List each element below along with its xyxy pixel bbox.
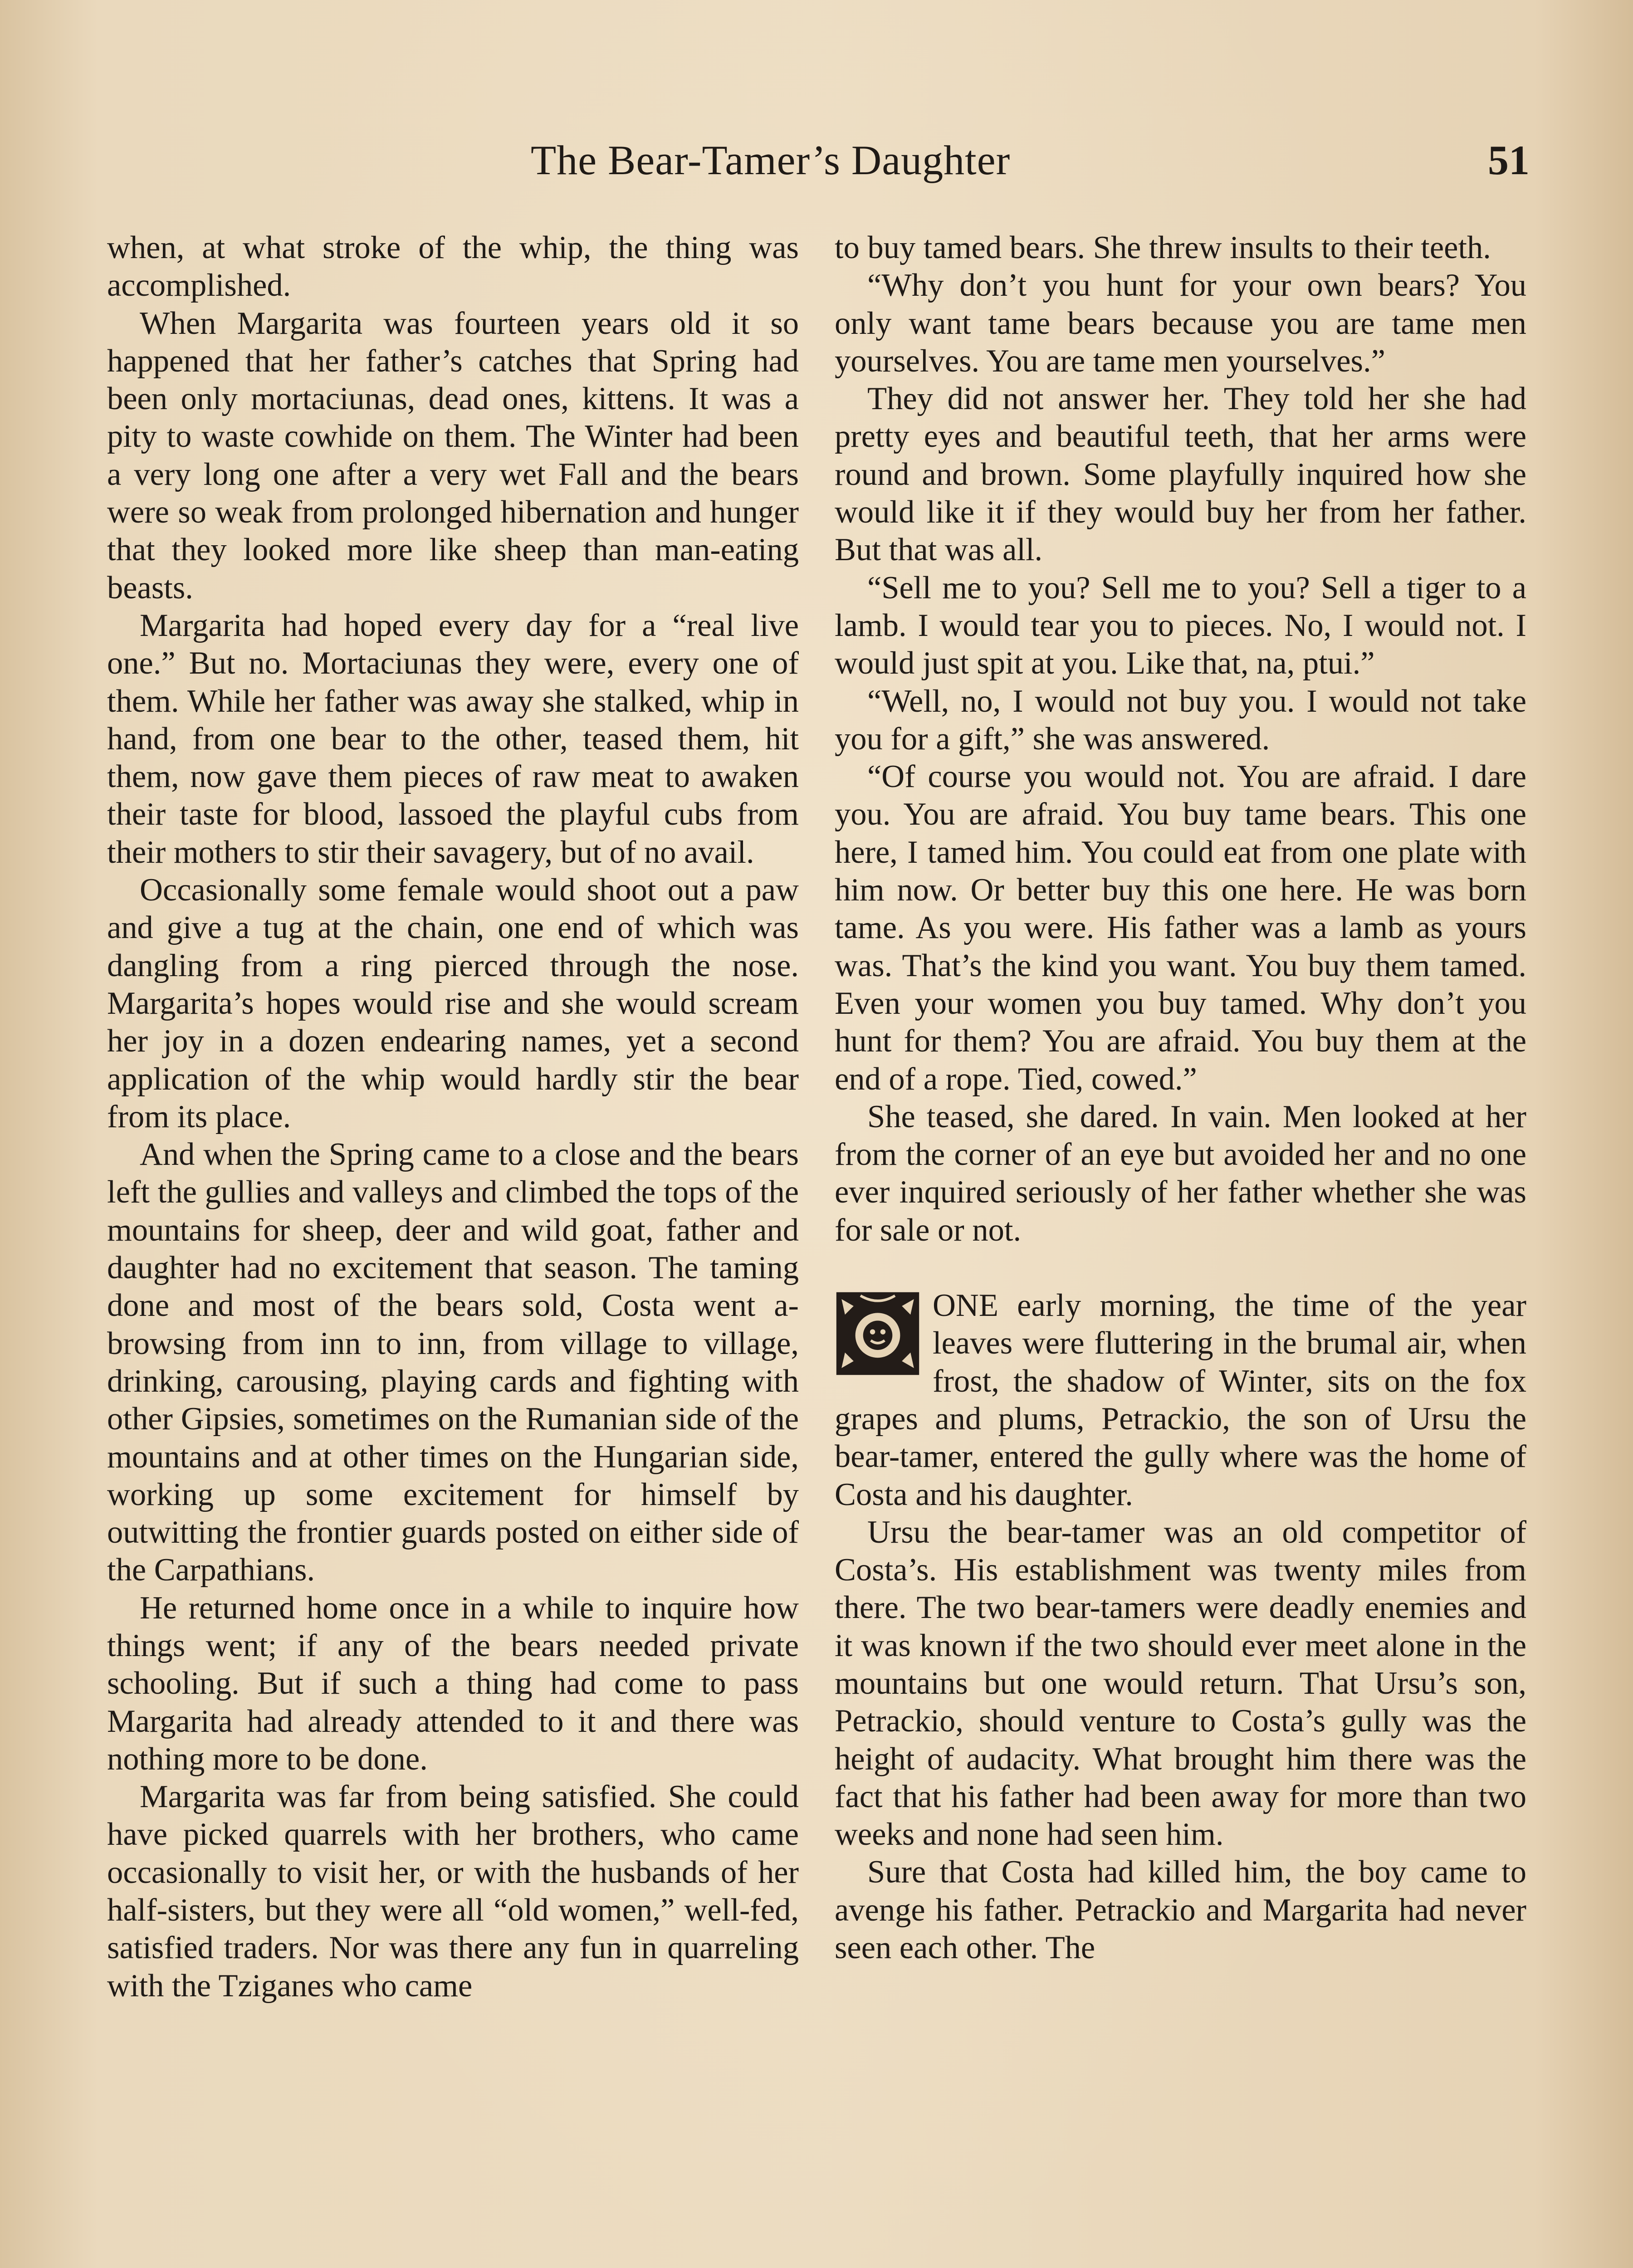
section-opening	[835, 1287, 1526, 1514]
paragraph: When Margarita was fourteen years old it so happened that her father’s catches that Spring had been only mortaciunas, dead ones, kittens. It was a pity to waste cowhide on them. The Winter had been a very long one after a very wet Fall and the bears were so weak from prolonged hibernation and hunger that they looked more like sheep than man-eating beasts.	[107, 305, 799, 606]
paragraph: He returned home once in a while to inquire how things went; if any of the bears needed private schooling. But if such a thing had come to pass Margarita had already attended to it and there was nothing more to be done.	[107, 1590, 799, 1777]
page-header	[0, 136, 1633, 200]
paragraph: Margarita was far from being satisfied. She could have picked quarrels with her brothers, who came occasionally to visit her, or with the husbands of her half-sisters, but they were all “old women,” well-fed, satisfied traders. Nor was there any fun in quarreling with the Tziganes who came	[107, 1779, 799, 2004]
paragraph: And when the Spring came to a close and the bears left the gullies and valleys and climbed the tops of the mountains for sheep, deer and wild goat, father and daughter had no excitement that season. The taming done and most of the bears sold, Costa went a-browsing from inn to inn, from village to village, drinking, carousing, playing cards and fighting with other Gipsies, sometimes on the Rumanian side of the mountains and at other times on the Hungarian side, working up some excitement for himself by outwitting the frontier guards posted on either side of the Carpathians.	[107, 1137, 799, 1588]
left-column	[107, 229, 799, 2005]
paragraph: Ursu the bear-tamer was an old competitor of Costa’s. His establishment was twenty miles from there. The two bear-tamers were deadly enemies and it was known if the two should ever meet alone in the mountains but one would return. That Ursu’s son, Petrackio, should venture to Costa’s gully was the height of audacity. What brought him there was the fact that his father had been away for more than two weeks and none had seen him.	[835, 1514, 1526, 1853]
ornamental-dropcap-icon	[835, 1290, 921, 1377]
paragraph: Occasionally some female would shoot out a paw and give a tug at the chain, one end of which was dangling from a ring pierced through the nose. Margarita’s hopes would rise and she would scream her joy in a dozen endearing names, yet a second application of the whip would hardly stir the bear from its place.	[107, 872, 799, 1134]
paragraph: “Well, no, I would not buy you. I would not take you for a gift,” she was answered.	[835, 683, 1526, 757]
running-title: The Bear-Tamer’s Daughter	[531, 137, 1011, 183]
paragraph: “Sell me to you? Sell me to you? Sell a tiger to a lamb. I would tear you to pieces. No, I would not. I would just spit at you. Like that, na, ptui.”	[835, 570, 1526, 681]
paragraph: Margarita had hoped every day for a “real live one.” But no. Mortaciunas they were, every one of them. While her father was away she stalked, whip in hand, from one bear to the other, teased them, hit them, now gave them pieces of raw meat to awaken their taste for blood, lassoed the playful cubs from their mothers to stir their savagery, but of no avail.	[107, 607, 799, 870]
paragraph: to buy tamed bears. She threw insults to their teeth.	[835, 230, 1491, 265]
paragraph: “Of course you would not. You are afraid. I dare you. You are afraid. You buy tame bears. This one here, I tamed him. You could eat from one plate with him now. Or better buy this one here. He was born tame. As you were. His father was a lamb as yours was. That’s the kind you want. You buy them tamed. Even your women you buy tamed. Why don’t you hunt for them? You are afraid. You buy them at the end of a rope. Tied, cowed.”	[835, 759, 1526, 1097]
right-column	[835, 229, 1526, 1967]
paragraph: when, at what stroke of the whip, the thing was accomplished.	[107, 230, 799, 303]
paragraph: They did not answer her. They told her she had pretty eyes and beautiful teeth, that her arms were round and brown. Some playfully inquired how she would like it if they would buy her from her father. But that was all.	[835, 381, 1526, 568]
paragraph: ONE early morning, the time of the year leaves were fluttering in the brumal air, when frost, the shadow of Winter, sits on the fox grapes and plums, Petrackio, the son of Ursu the bear-tamer, entered the gully where was the home of Costa and his daughter.	[835, 1288, 1526, 1512]
paragraph: She teased, she dared. In vain. Men looked at her from the corner of an eye but avoided her and no one ever inquired seriously of her father whether she was for sale or not.	[835, 1099, 1526, 1248]
page-number: 51	[1488, 137, 1530, 183]
paragraph: Sure that Costa had killed him, the boy came to avenge his father. Petrackio and Margarita had never seen each other. The	[835, 1854, 1526, 1966]
paragraph: “Why don’t you hunt for your own bears? You only want tame bears because you are tame men yourselves. You are tame men yourselves.”	[835, 268, 1526, 379]
